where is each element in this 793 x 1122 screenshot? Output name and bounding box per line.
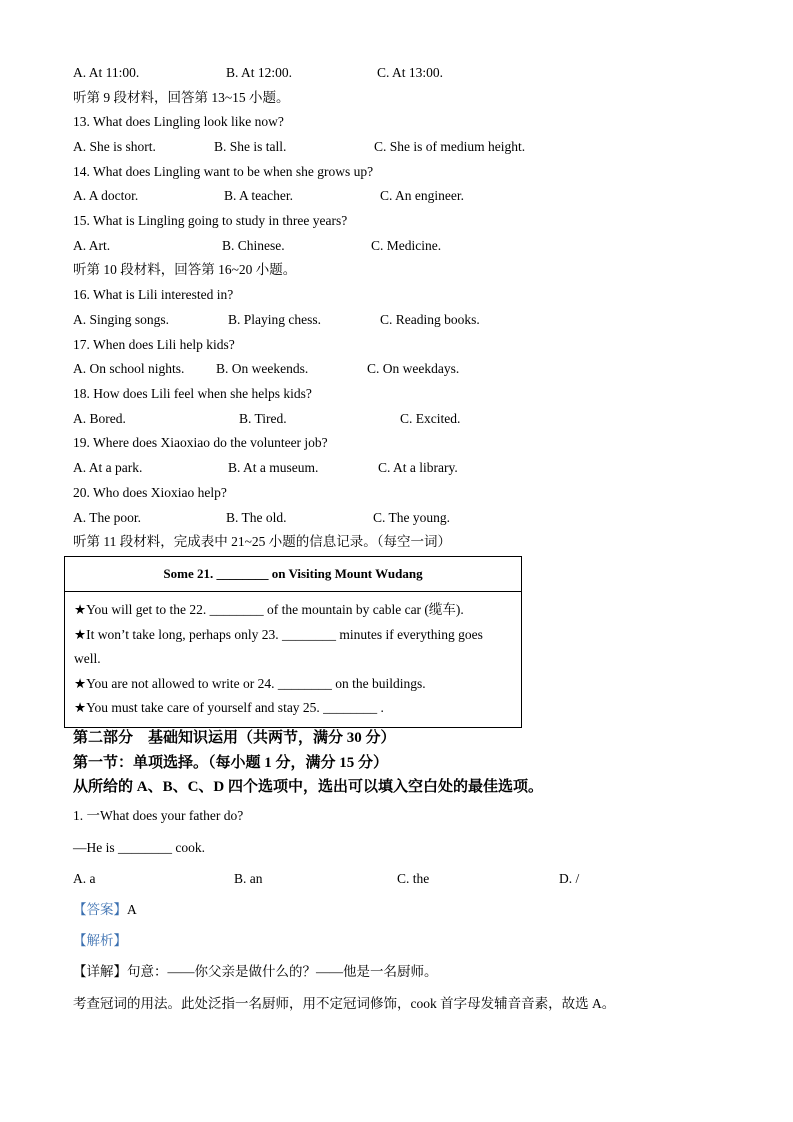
q19-option-b: B. At a museum. [228,460,319,475]
q19-option-c: C. At a library. [378,460,458,475]
question-20: 20. Who does Xioxiao help? [73,485,227,500]
q20-option-c: C. The young. [373,510,450,525]
table-row: ★You must take care of yourself and stay 25. ________ . [74,700,384,715]
q13-option-a: A. She is short. [73,139,156,154]
q14-option-a: A. A doctor. [73,188,139,203]
table-row: ★You will get to the 22. ________ of the mountain by cable car (缆车). [74,602,464,617]
mc1-option-a: A. a [73,871,96,886]
table-row: ★It won’t take long, perhaps only 23. ________ minutes if everything goes [74,626,483,642]
question-18: 18. How does Lili feel when she helps kids? [73,386,312,401]
mc-question-1: 1. 一What does your father do? [73,808,244,823]
q16-option-c: C. Reading books. [380,312,480,327]
q18-option-a: A. Bored. [73,411,126,426]
mc1-option-c: C. the [397,871,430,886]
answer-line [73,901,137,919]
question-16: 16. What is Lili interested in? [73,287,234,302]
q18-option-b: B. Tired. [239,411,287,426]
analysis-tag: 【解析】 [73,933,127,948]
mc-question-1-response: —He is ________ cook. [73,840,205,855]
question-14: 14. What does Lingling want to be when she grows up? [73,164,374,179]
answer-tag: 【答案】 [73,902,127,917]
question-19: 19. Where does Xiaoxiao do the volunteer job? [73,435,328,450]
detail-explanation: 考查冠词的用法。此处泛指一名厨师，用不定冠词修饰，cook 首字母发辅音音素，故选 A。 [73,996,616,1011]
q17-option-c: C. On weekdays. [367,361,460,376]
q15-option-c: C. Medicine. [371,238,442,253]
mc1-option-d: D. / [559,871,580,886]
mc1-option-b: B. an [234,871,263,886]
q12-option-b: B. At 12:00. [226,65,293,80]
section-1-heading: 第一节：单项选择。（每小题 1 分，满分 15 分） [73,755,389,771]
info-table [64,556,522,728]
table-row: ★You are not allowed to write or 24. ________ on the buildings. [74,675,426,691]
q14-option-b: B. A teacher. [224,188,293,203]
section-9-instruction: 听第 9 段材料，回答第 13~15 小题。 [73,90,290,105]
section-10-instruction: 听第 10 段材料，回答第 16~20 小题。 [73,262,297,277]
part-2-instruction: 从所给的 A、B、C、D 四个选项中，选出可以填入空白处的最佳选项。 [73,779,544,795]
table-row: well. [74,651,101,666]
question-17: 17. When does Lili help kids? [73,337,235,352]
q15-option-b: B. Chinese. [222,238,285,253]
q16-option-a: A. Singing songs. [73,312,170,327]
section-11-instruction: 听第 11 段材料，完成表中 21~25 小题的信息记录。（每空一词） [73,534,452,549]
q12-option-c: C. At 13:00. [377,65,444,80]
question-13: 13. What does Lingling look like now? [73,114,284,129]
q20-option-a: A. The poor. [73,510,141,525]
q17-option-a: A. On school nights. [73,361,185,376]
q13-option-b: B. She is tall. [214,139,287,154]
question-15: 15. What is Lingling going to study in three years? [73,213,348,228]
q15-option-a: A. Art. [73,238,111,253]
q16-option-b: B. Playing chess. [228,312,321,327]
detail-translation: 【详解】句意：——你父亲是做什么的？——他是一名厨师。 [73,964,438,979]
part-2-heading: 第二部分 基础知识运用（共两节，满分 30 分） [73,730,396,746]
q12-option-a: A. At 11:00. [73,65,140,80]
q13-option-c: C. She is of medium height. [374,139,526,154]
q17-option-b: B. On weekends. [216,361,309,376]
info-table-title: Some 21. ________ on Visiting Mount Wudang [65,557,522,592]
q14-option-c: C. An engineer. [380,188,464,203]
q20-option-b: B. The old. [226,510,287,525]
answer-value: A [127,902,137,917]
q18-option-c: C. Excited. [400,411,461,426]
q19-option-a: A. At a park. [73,460,143,475]
info-table-body [65,592,522,728]
